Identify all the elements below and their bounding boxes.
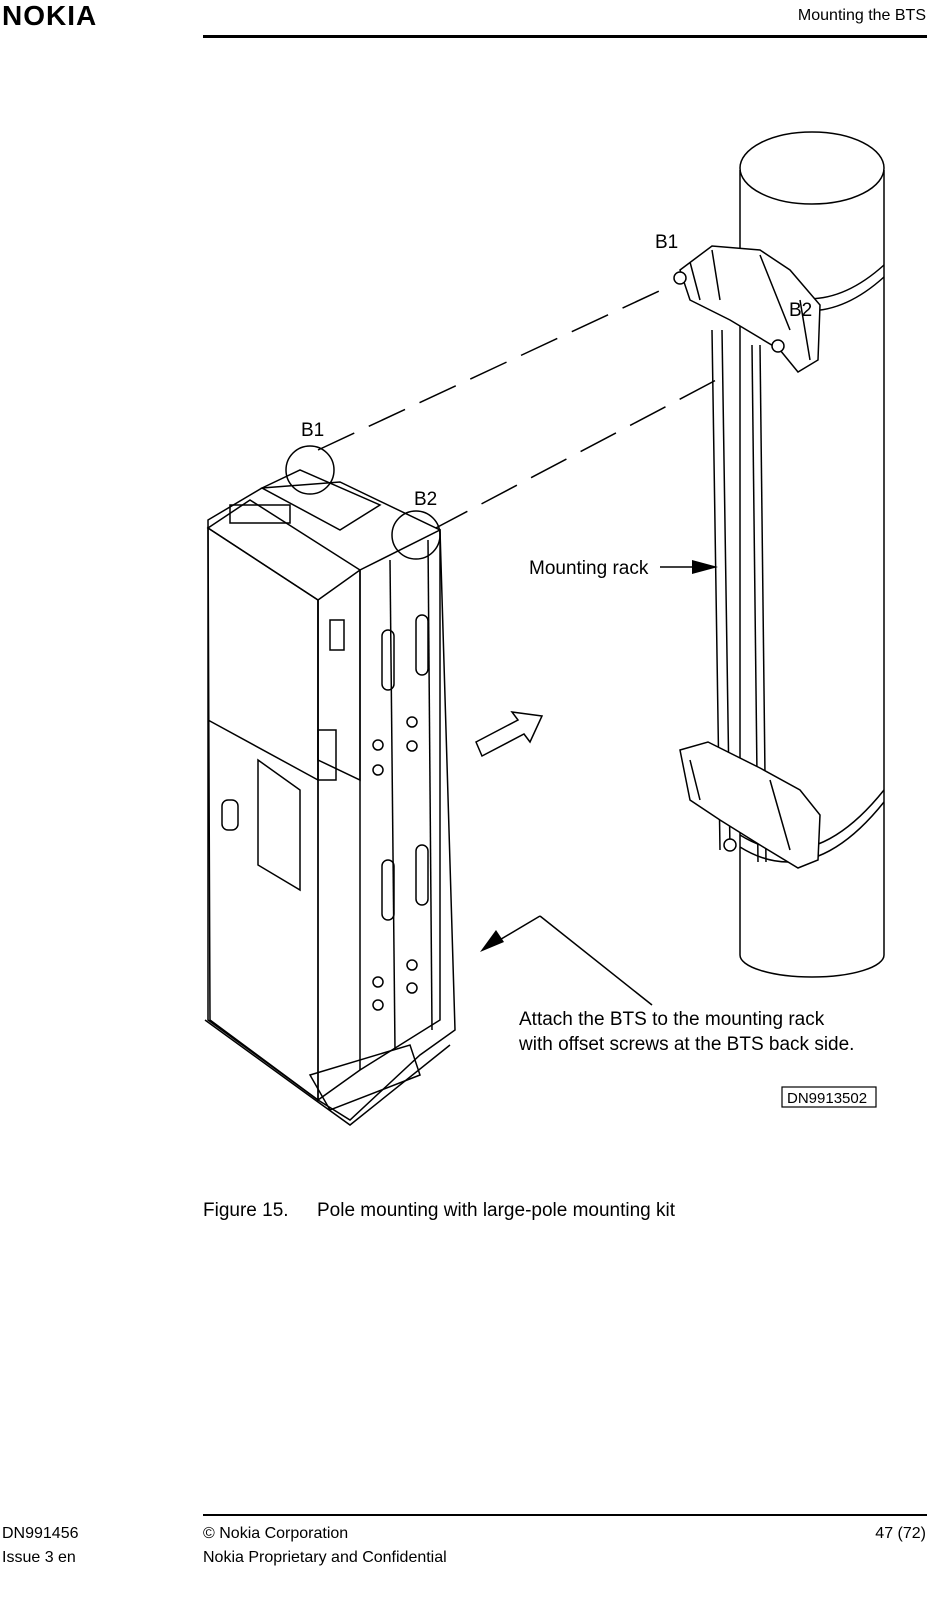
header-title: Mounting the BTS (797, 7, 926, 24)
label-b1-rack: B1 (655, 232, 679, 253)
bts-cabinet (205, 470, 455, 1125)
lower-bracket (680, 742, 820, 868)
push-direction-arrow (476, 712, 542, 756)
drawing-id: DN9913502 (787, 1090, 868, 1107)
footer-doc-id: DN991456 (2, 1525, 79, 1542)
caption-number: Figure 15. (203, 1200, 289, 1221)
footer-issue: Issue 3 en (2, 1549, 76, 1566)
instruction-leader (540, 916, 652, 1005)
instruction-arrow (480, 930, 504, 952)
footer-confidentiality: Nokia Proprietary and Confidential (203, 1549, 447, 1566)
label-b1-bts: B1 (301, 420, 325, 441)
instruction-line-2: with offset screws at the BTS back side. (519, 1034, 855, 1055)
footer-rule (203, 1514, 927, 1516)
alignment-lines (318, 285, 720, 530)
logo-text: NOKIA (2, 2, 98, 28)
label-mounting-rack: Mounting rack (529, 558, 649, 579)
footer-copyright: © Nokia Corporation (203, 1525, 349, 1542)
instruction-line-1: Attach the BTS to the mounting rack (519, 1009, 825, 1030)
mounting-rack-arrow (692, 560, 718, 574)
label-b2-bts: B2 (414, 489, 438, 510)
footer-page-number: 47 (72) (875, 1525, 926, 1542)
figure-caption (203, 1200, 675, 1222)
caption-text: Pole mounting with large-pole mounting kit (317, 1200, 676, 1221)
label-b2-rack: B2 (789, 300, 813, 321)
